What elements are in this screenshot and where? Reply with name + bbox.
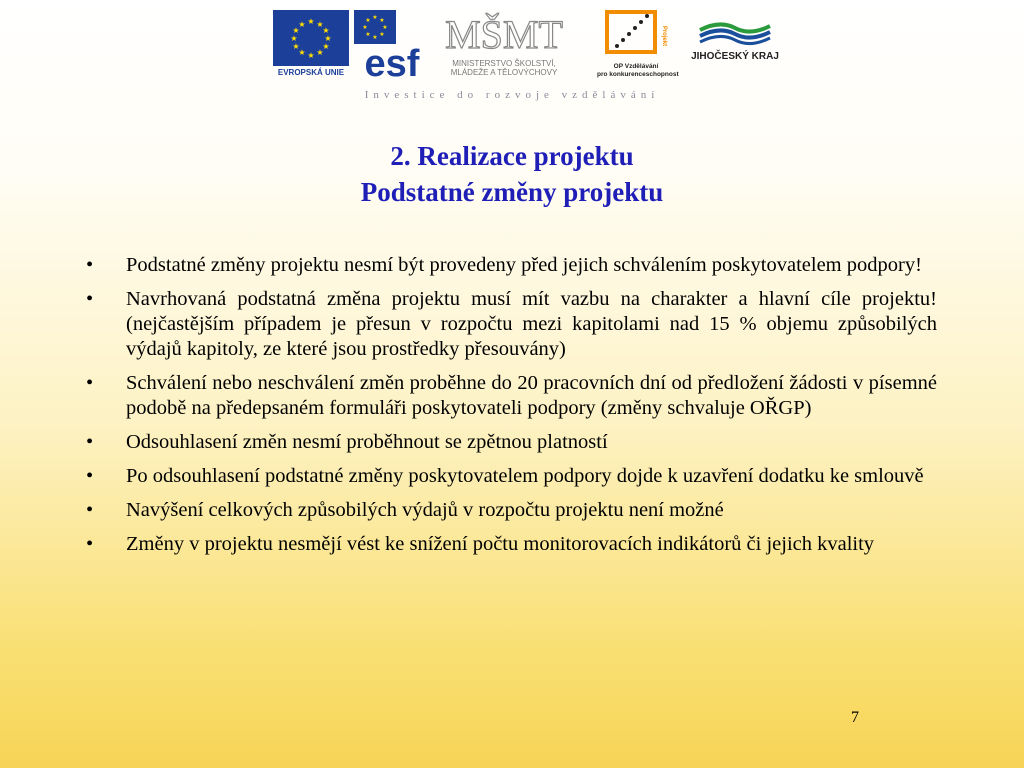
page-number: 7: [851, 709, 859, 726]
svg-text:★: ★: [379, 31, 385, 38]
svg-text:★: ★: [324, 34, 332, 43]
svg-text:★: ★: [382, 24, 388, 31]
esf-logo: [354, 10, 428, 78]
bullet-item: • Odsouhlasení změn nesmí proběhnout se zpětnou platností: [86, 430, 937, 455]
msmt-mark: MŠMT: [445, 12, 563, 54]
svg-text:★: ★: [290, 34, 298, 43]
svg-text:★: ★: [307, 51, 315, 60]
svg-text:★: ★: [307, 17, 315, 26]
region-logo: [680, 20, 790, 72]
svg-text:★: ★: [316, 20, 324, 29]
svg-text:★: ★: [298, 20, 306, 29]
title-line-2: Podstatné změny projektu: [360, 177, 664, 207]
svg-text:★: ★: [372, 14, 378, 21]
bullet-item: • Po odsouhlasení podstatné změny poskytovatelem podpory dojde k uzavření dodatku ke smlouvě: [86, 464, 937, 489]
bullet-item: • Schválení nebo neschválení změn proběhne do 20 pracovních dní od předložení žádosti v písemné podobě na předepsaném formuláři poskytovateli podpory (změny schvaluje OŘGP): [86, 371, 937, 421]
msmt-caption-line1: MINISTERSTVO ŠKOLSTVÍ,: [452, 59, 556, 68]
svg-text:★: ★: [292, 26, 300, 35]
logo-bar: [270, 6, 790, 78]
bullet-item: • Podstatné změny projektu nesmí být provedeny před jejich schválením poskytovatelem podpory!: [86, 253, 937, 278]
svg-text:★: ★: [365, 17, 371, 24]
op-caption-line2: pro konkurenceschopnost: [597, 71, 679, 78]
svg-text:★: ★: [362, 24, 368, 31]
esf-wordmark: esf: [364, 43, 420, 78]
svg-text:★: ★: [292, 42, 300, 51]
bullet-item: • Navrhovaná podstatná změna projektu musí mít vazbu na charakter a hlavní cíle projektu! (nejčastějším případem je přesun v rozpočtu mezi kapitolami nad 15 % objemu způsobilých výdajů kapitoly, ze které jsou prostředky přesouvány): [86, 287, 937, 362]
op-caption-line1: OP Vzdělávání: [613, 63, 659, 70]
msmt-logo: [434, 6, 574, 78]
op-side-text: Projekt: [661, 25, 667, 47]
eu-logo: [273, 10, 349, 78]
title-line-1: 2. Realizace projektu: [390, 141, 634, 171]
msmt-caption-line2: MLÁDEŽE A TĚLOVÝCHOVY: [450, 68, 558, 77]
eu-caption: EVROPSKÁ UNIE: [277, 68, 345, 77]
svg-text:★: ★: [322, 42, 330, 51]
bullet-item: • Navýšení celkových způsobilých výdajů v rozpočtu projektu není možné: [86, 498, 937, 523]
svg-text:★: ★: [372, 34, 378, 41]
motto: Investice do rozvoje vzdělávání: [364, 89, 660, 101]
svg-text:★: ★: [365, 31, 371, 38]
bullet-list: [86, 253, 937, 566]
slide-title: [0, 138, 1024, 210]
eu-flag-icon: [273, 10, 349, 66]
op-logo: [597, 6, 679, 78]
svg-text:★: ★: [379, 17, 385, 24]
bullet-item: • Změny v projektu nesmějí vést ke snížení počtu monitorovacích indikátorů či jejich kvality: [86, 532, 937, 557]
svg-text:★: ★: [298, 48, 306, 57]
svg-text:★: ★: [316, 48, 324, 57]
region-caption: JIHOČESKÝ KRAJ: [691, 51, 779, 62]
svg-text:★: ★: [322, 26, 330, 35]
